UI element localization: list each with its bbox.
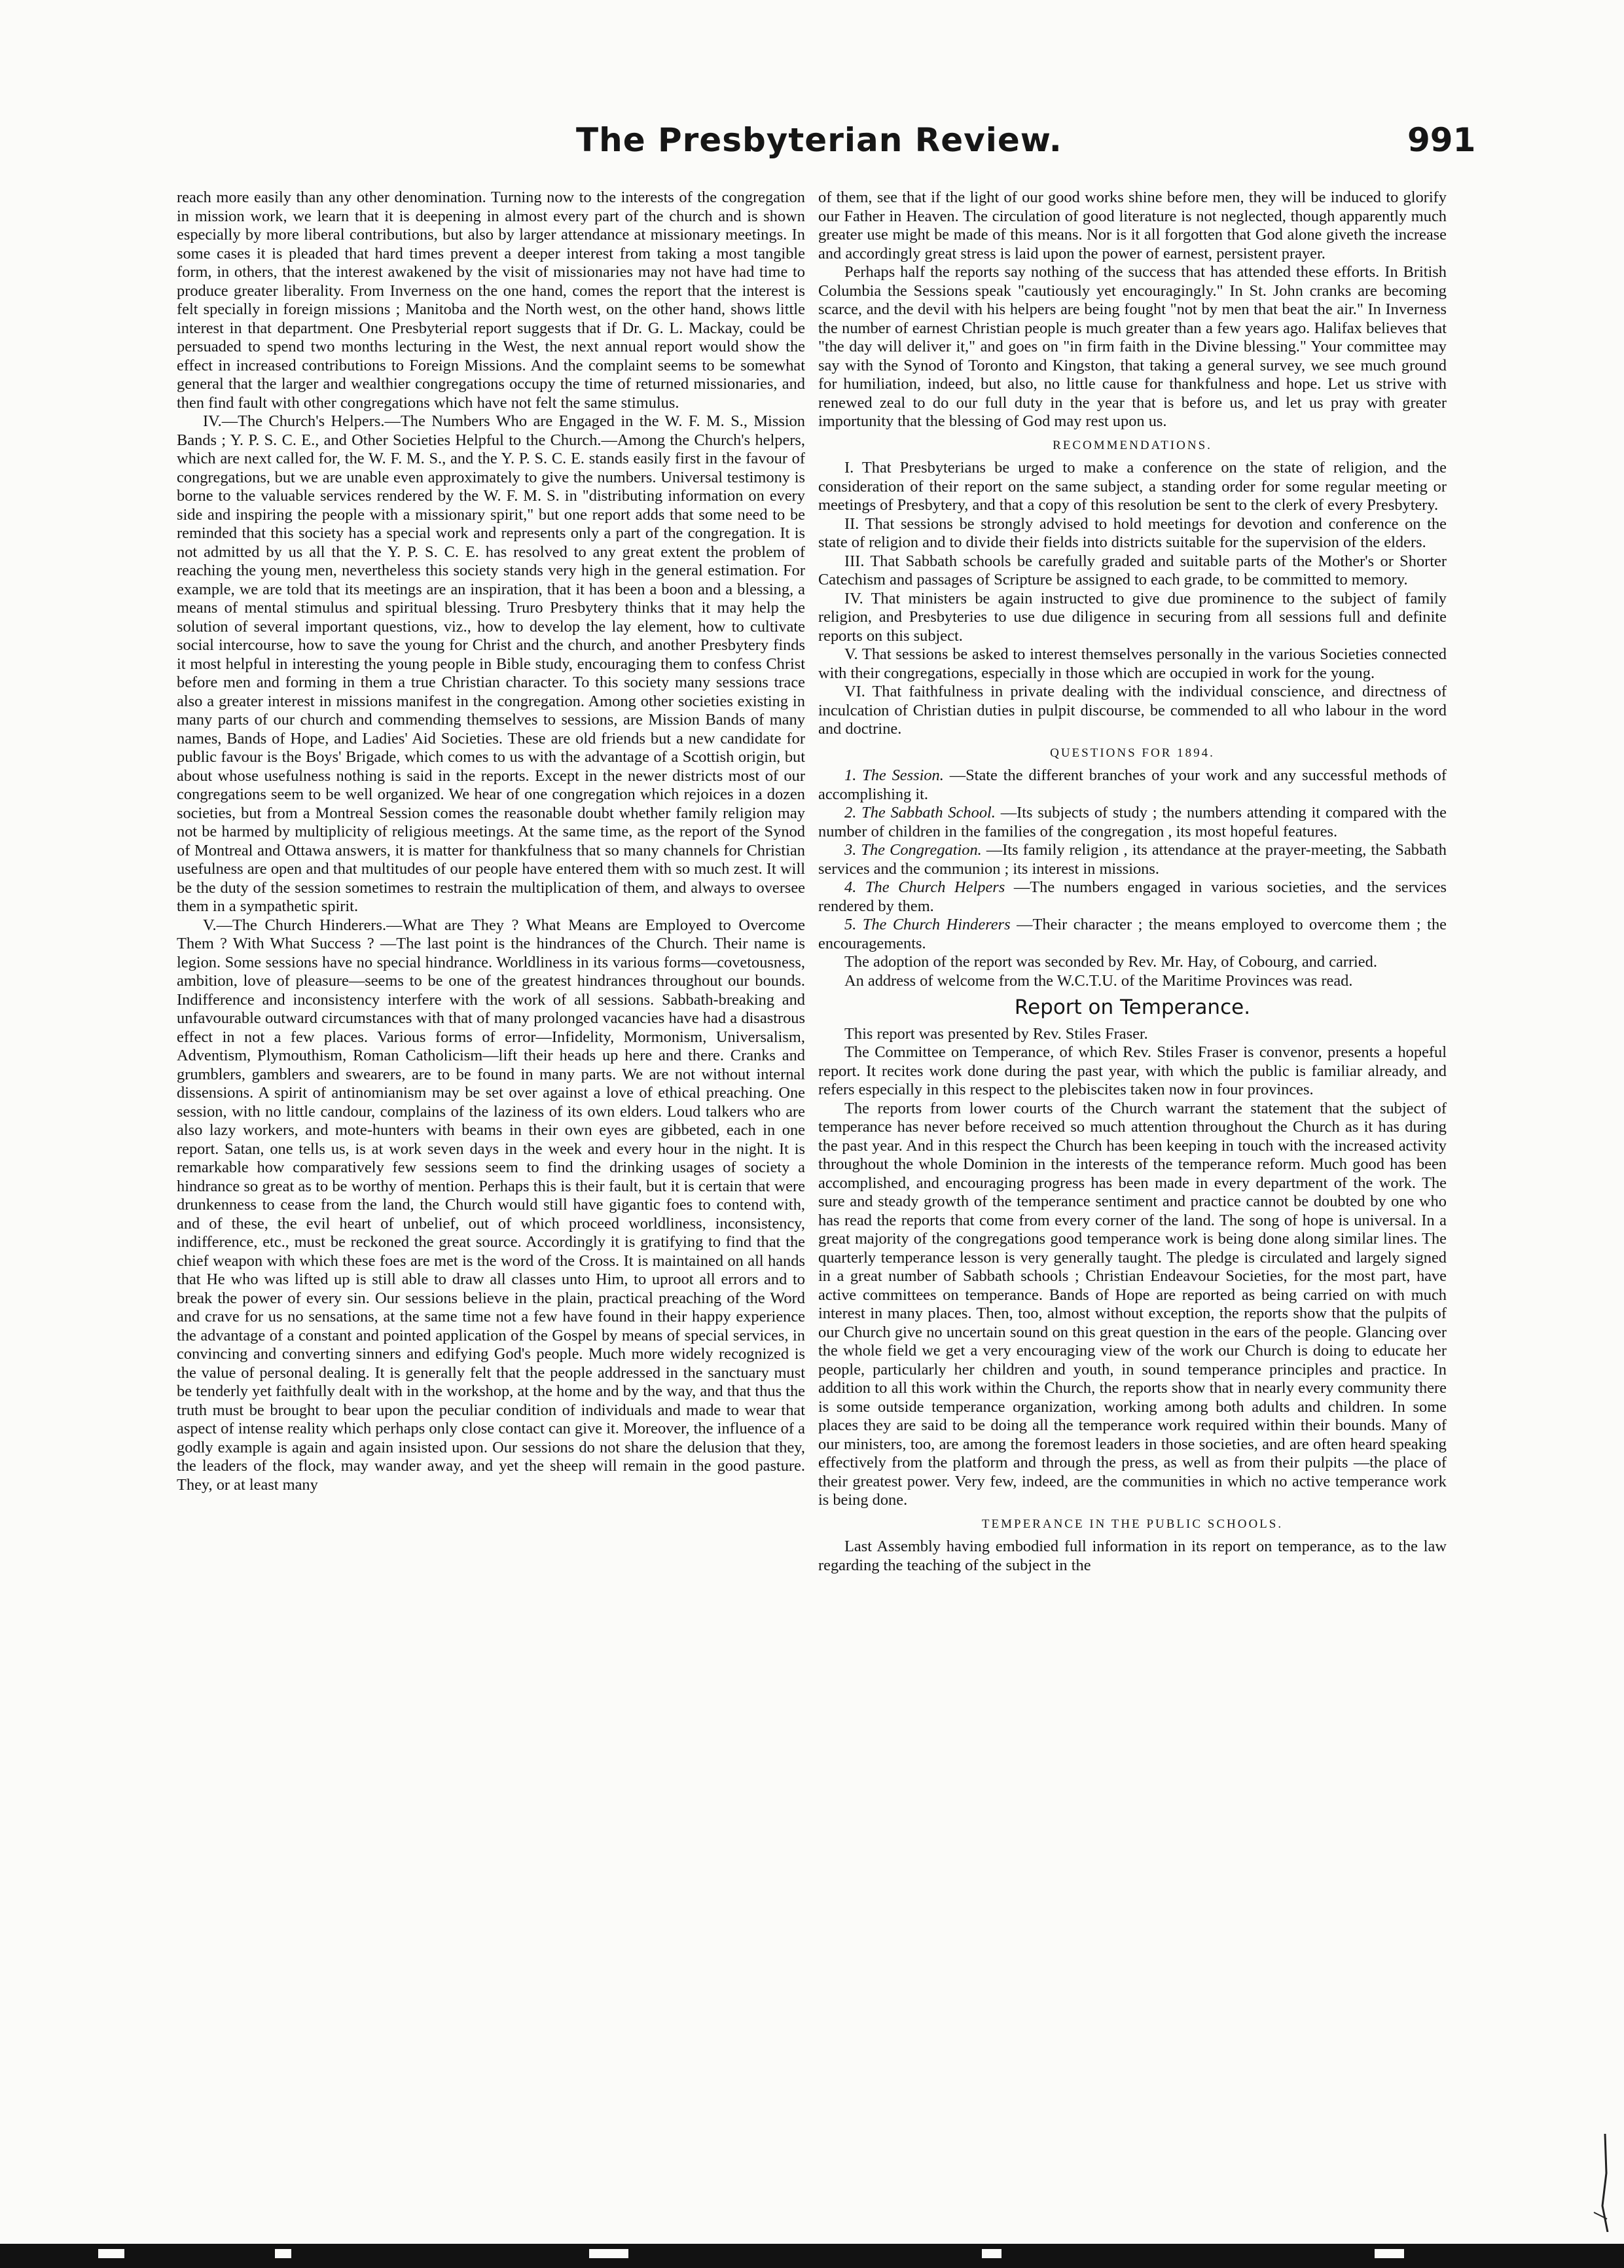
binding-mark-icon [1591, 2134, 1610, 2232]
scan-edge-strip [0, 2244, 1624, 2268]
schools-heading: TEMPERANCE IN THE PUBLIC SCHOOLS. [981, 1517, 1284, 1531]
question-text: —Its family religion , its attendance at the prayer-meeting, the Sabbath services and the communion ; its interest in missions. [818, 841, 1447, 878]
paragraph: The Committee on Temperance, of which Rev. Stiles Fraser is convenor, presents a hopeful report. It recites work done during the past year, with which the public is familiar already, and refers especially in this respect to the plebiscites taken now in four provinces. [818, 1043, 1447, 1098]
list-item: I. That Presbyterians be urged to make a conference on the state of religion, and the consideration of their report on the same subject, a standing order for some regular meeting or meetings of Presbytery, and that a copy of this resolution be sent to the clerk of every Presbytery. [818, 459, 1447, 514]
list-item: II. That sessions be strongly advised to hold meetings for devotion and conference on the state of religion and to divide their fields into districts suitable for the supervision of the elders. [818, 514, 1447, 551]
paragraph: Last Assembly having embodied full information in its report on temperance, as to the law regarding the teaching of the subject in the [818, 1538, 1447, 1574]
list-item [818, 804, 1447, 841]
list-item [818, 878, 1447, 916]
list-item [818, 841, 1447, 878]
report-title: Report on Temperance. [1014, 996, 1251, 1019]
paragraph: reach more easily than any other denomination. Turning now to the interests of the congregation in mission work, we learn that it is deepening in almost every part of the church and is shown especially by more liberal contributions, but also by larger attendance at missionary meetings. In some cases it is pleaded that hard times prevent a deeper interest from taking a most tangible form, in others, that the interest awakened by the visit of missionaries may not have had time to produce greater liberality. From Inverness on the one hand, comes the report that the interest is felt specially in foreign missions ; Manitoba and the North west, on the other hand, shows little interest in that department. One Presbyterial report suggests that if Dr. G. L. Mackay, could be persuaded to spend two months lecturing in the West, the next annual report would show the effect in increased contributions to Foreign Missions. And the complaint seems to be somewhat general that the larger and wealthier congregations occupy the time of returned missionaries, and then find fault with other congregations which have not felt the same stimulus. [177, 189, 805, 412]
list-item: III. That Sabbath schools be carefully graded and suitable parts of the Mother's or Shorter Catechism and passages of Scripture be assigned to each grade, to be committed to memory. [818, 552, 1447, 588]
list-item [818, 766, 1447, 804]
paragraph: The reports from lower courts of the Church warrant the statement that the subject of temperance has never before received so much attention throughout the Church as it has during the past year. And in this respect the Church has been keeping in touch with the increased activity throughout the whole Dominion in the interests of the temperance reform. Much good has been accomplished, and encouraging progress has been made in every department of the work. The sure and steady growth of the temperance sentiment and practice cannot be doubted by one who has read the reports that come from every corner of the land. The song of hope is universal. In a great majority of the congregations good temperance work is being done along similar lines. The quarterly temperance lesson is very generally taught. The pledge is circulated and largely signed in a great number of Sabbath schools ; Christian Endeavour Societies, for the most part, have active committees on temperance. Bands of Hope are reported as being carried on with much interest in many places. Then, too, almost without exception, the reports show that the pulpits of our Church give no uncertain sound on this great question in the ears of the people. Glancing over the whole field we get a very encouraging view of the work our Church is doing to educate her people, particularly her children and youth, in sound temperance principles and practice. In addition to all this work within the Church, the reports show that in nearly every community there is some outside temperance organization, working among both adults and children. In some places they are said to be doing all the temperance work required within their bounds. Many of our ministers, too, are among the foremost leaders in those societies, and are often heard speaking effectively from the platform and through the press, as well as from their pulpits —the place of their greatest power. Very few, indeed, are the communities in which no active temperance work is being done. [818, 1099, 1447, 1509]
questions-heading: QUESTIONS FOR 1894. [1050, 746, 1215, 760]
list-item [818, 916, 1447, 953]
question-label: 4. The Church Helpers [844, 878, 1005, 896]
paragraph: IV.—The Church's Helpers.—The Numbers Who are Engaged in the W. F. M. S., Mission Bands ; Y. P. S. C. E., and Other Societies Helpful to the Church.—Among the Church's helpers, which are next called for, the W. F. M. S., and the Y. P. S. C. E. stands easily first in the favour of congregations, but we are unable even approximately to give the numbers. Universal testimony is borne to the valuable services rendered by the W. F. M. S. in "distributing information on every side and inspiring the people with a missionary spirit," but one report adds that some need to be reminded that this society has a special work and represents only a part of the congregation. It is not admitted by us all that the Y. P. S. C. E. has resolved to any great extent the problem of reaching the young men, nevertheless this society stands very high in the general estimation. For example, we are told that its meetings are an inspiration, that it has been a boon and a blessing, a means of mental stimulus and spiritual blessing. Truro Presbytery thinks that it may help the solution of several important questions, viz., how to develop the lay element, how to cultivate social intercourse, how to save the young for Christ and the church, and another Presbytery finds it most helpful in interesting the young people in Bible study, encouraging them to confess Christ before men and forming in them a true Christian character. To this society many sessions trace also a greater interest in missions manifest in the congregation. Among other societies existing in many parts of our church and commending themselves to sessions, are Mission Bands of many names, Bands of Hope, and Ladies' Aid Societies. These are old friends but a new candidate for public favour is the Boys' Brigade, which comes to us with the advantage of a Scottish origin, but about whose usefulness nothing is said in the reports. Except in the newer districts most of our congregations seem to be well organized. We hear of one congregation which rejoices in a dozen societies, but from a Montreal Session comes the reasonable doubt whether family religion may not be harmed by multiplicity of religious meetings. At the same time, as the report of the Synod of Montreal and Ottawa answers, it is matter for thankfulness that so many channels for Christian usefulness are open and that multitudes of our people have entered them with so much zest. It will be the duty of the session sometimes to restrain the multiplication of them, and always to oversee them in a sympathetic spirit. [177, 412, 805, 915]
left-column [177, 189, 805, 1494]
page-number: 991 [1407, 121, 1476, 159]
question-text: —The numbers engaged in various societies, and the services rendered by them. [818, 878, 1447, 915]
paragraph: An address of welcome from the W.C.T.U. of the Maritime Provinces was read. [844, 971, 1353, 990]
questions-list [818, 766, 1447, 953]
paragraph: This report was presented by Rev. Stiles Fraser. [844, 1024, 1148, 1043]
recommendations-heading: RECOMMENDATIONS. [1053, 438, 1212, 452]
paragraph: of them, see that if the light of our good works shine before men, they will be induced to glorify our Father in Heaven. The circulation of good literature is not neglected, though apparently much greater use might be made of this means. Nor is it all forgotten that God alone giveth the increase and accordingly great stress is laid upon the power of earnest, persistent prayer. [818, 189, 1447, 262]
question-label: 3. The Congregation. [844, 841, 982, 859]
running-title: The Presbyterian Review. [576, 121, 1062, 159]
list-item: V. That sessions be asked to interest themselves personally in the various Societies connected with their congregations, especially in those which are occupied in work for the young. [818, 645, 1447, 682]
question-label: 1. The Session. [844, 766, 944, 784]
question-label: 2. The Sabbath School. [844, 804, 996, 821]
right-column [818, 189, 1447, 1575]
paragraph: V.—The Church Hinderers.—What are They ? What Means are Employed to Overcome Them ? With What Success ? —The last point is the hindrances of the Church. Their name is legion. Some sessions have no special hindrance. Worldliness in its various forms—covetousness, ambition, love of pleasure—seems to be one of the greatest hindrances throughout our bounds. Indifference and inconsistency interfere with the work of all sessions. Sabbath-breaking and unfavourable outward circumstances with that of many prolonged vacancies have had a disastrous effect in not a few places. Various forms of error—Infidelity, Mormonism, Universalism, Adventism, Plymouthism, Roman Catholicism—lift their heads up here and there. Cranks and grumblers, gamblers and swearers, are to be found in many parts. We are not without internal dissensions. A spirit of antinomianism may be set over against a love of ethical preaching. One session, with no little candour, complains of the laziness of its own elders. Loud talkers who are also lazy workers, and mote-hunters with beams in their own eyes are gibbeted, each in one report. Satan, one tells us, is at work seven days in the week and every hour in the night. It is remarkable how comparatively few sessions seem to find the drinking usages of society a hindrance so great as to be worthy of mention. Perhaps this is their fault, but it is certain that were drunkenness to cease from the land, the Church would still have gigantic foes to contend with, and of these, the evil heart of unbelief, out of which proceed worldliness, inconsistency, indifference, etc., must be reckoned the great source. Accordingly it is gratifying to find that the chief weapon with which these foes are met is the word of the Cross. It is maintained on all hands that He who was lifted up is still able to draw all classes unto Him, to uproot all errors and to break the power of every sin. Our sessions believe in the plain, practical preaching of the Word and crave for us no sensations, at the same time not a few have found in their happy experience the advantage of a constant and pointed application of the Gospel by means of special services, in convincing and converting sinners and edifying God's people. Much more widely recognized is the value of personal dealing. It is generally felt that the people addressed in the sanctuary must be tenderly yet faithfully dealt with in the workshop, at the home and by the way, and that thus the truth must be brought to bear upon the peculiar condition of individuals and made to wear that aspect of intense reality which perhaps only close contact can give it. Moreover, the influence of a godly example is again and again insisted upon. Our sessions do not share the delusion that they, the leaders of the flock, may wander away, and yet the sheep will remain in the good pasture. They, or at least many [177, 916, 805, 1494]
list-item: VI. That faithfulness in private dealing with the individual conscience, and directness of inculcation of Christian duties in pulpit discourse, be commended to all who labour in the word and doctrine. [818, 683, 1447, 738]
list-item: IV. That ministers be again instructed to give due prominence to the subject of family religion, and Presbyteries to use due diligence in securing from all sessions full and definite reports on this subject. [818, 589, 1447, 645]
question-text: —Its subjects of study ; the numbers attending it compared with the number of children in the families of the congregation , its most hopeful features. [818, 804, 1447, 840]
question-label: 5. The Church Hinderers [844, 916, 1011, 933]
paragraph: The adoption of the report was seconded by Rev. Mr. Hay, of Cobourg, and carried. [844, 953, 1377, 971]
question-text: —State the different branches of your work and any successful methods of accomplishing it. [818, 766, 1447, 803]
recommendations-list [818, 459, 1447, 739]
paragraph: Perhaps half the reports say nothing of the success that has attended these efforts. In British Columbia the Sessions speak "cautiously yet encouragingly." In St. John cranks are becoming scarce, and the devil with his helpers are being fought "not by men that beat the air." In Inverness the number of earnest Christian people is much greater than a few years ago. Halifax believes that "the day will deliver it," and goes on "in firm faith in the Divine blessing." Your committee may say with the Synod of Toronto and Kingston, that taking a general survey, we see much ground for humiliation, indeed, but also, no little cause for thankfulness and hope. Let us strive with renewed zeal to do our full duty in the year that is before us, and let us pray with greater importunity that the blessing of God may rest upon us. [818, 263, 1447, 430]
page-header [0, 115, 1624, 167]
question-text: —Their character ; the means employed to overcome them ; the encouragements. [818, 916, 1447, 952]
